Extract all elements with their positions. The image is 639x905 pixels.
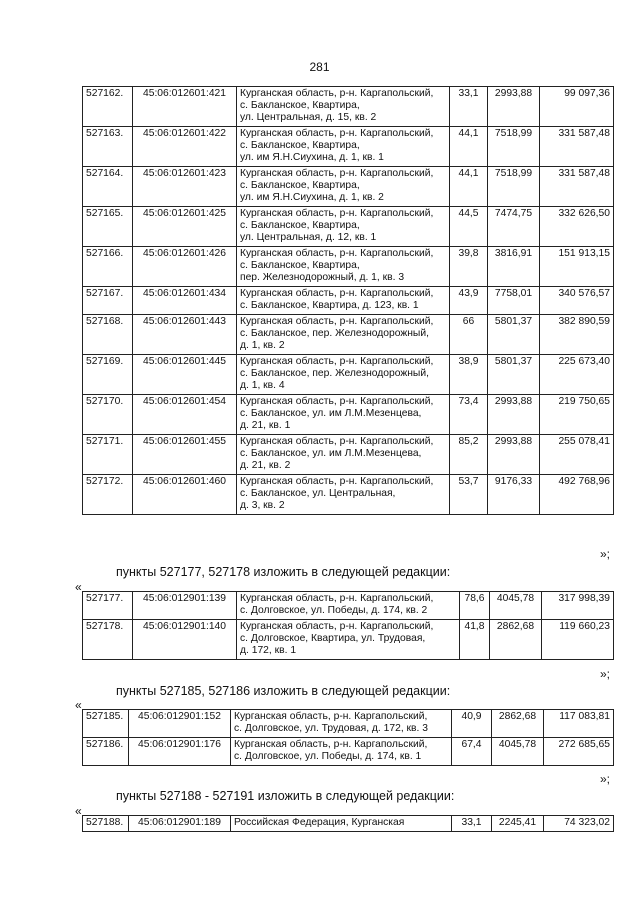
row-number: 527178. [83,620,133,660]
address-line: с. Долговское, Квартира, ул. Трудовая, [240,633,426,644]
cadastral-number: 45:06:012601:460 [133,475,237,515]
address-cell [237,592,460,620]
cadastral-number: 45:06:012901:189 [129,816,231,832]
address-line: Курганская область, р-н. Каргапольский, [240,621,434,632]
closing-quote-mark: »; [599,547,610,561]
address-line: Курганская область, р-н. Каргапольский, [240,208,434,219]
address-line: Российская Федерация, Курганская [234,817,405,828]
table-row [83,620,614,660]
area-value: 66 [450,315,488,355]
address-line: Курганская область, р-н. Каргапольский, [240,356,434,367]
row-number: 527166. [83,247,133,287]
address-line: Курганская область, р-н. Каргапольский, [240,248,434,259]
area-value: 73,4 [450,395,488,435]
row-number: 527171. [83,435,133,475]
cadastral-number: 45:06:012901:152 [129,710,231,738]
address-line: Курганская область, р-н. Каргапольский, [240,593,434,604]
cadastral-cost: 99 097,36 [540,87,614,127]
cadastral-number: 45:06:012601:434 [133,287,237,315]
address-line: с. Бакланское, ул. Центральная, [240,488,396,499]
amendment-paragraph: пункты 527185, 527186 изложить в следующей редакции: [116,684,451,698]
table-row [83,315,614,355]
address-line: Курганская область, р-н. Каргапольский, [234,739,428,750]
address-line: с. Бакланское, Квартира, [240,140,360,151]
address-line: с. Бакланское, Квартира, [240,220,360,231]
table-row [83,247,614,287]
cadastral-number: 45:06:012601:423 [133,167,237,207]
unit-price: 9176,33 [488,475,540,515]
unit-price: 2245,41 [492,816,544,832]
cadastral-cost: 151 913,15 [540,247,614,287]
cadastral-number: 45:06:012601:426 [133,247,237,287]
cadastral-number: 45:06:012601:422 [133,127,237,167]
cadastral-number: 45:06:012901:139 [133,592,237,620]
registry-table-4 [82,815,614,832]
cadastral-number: 45:06:012601:443 [133,315,237,355]
row-number: 527163. [83,127,133,167]
address-line: с. Бакланское, ул. им Л.М.Мезенцева, [240,408,422,419]
address-line: пер. Железнодорожный, д. 1, кв. 3 [240,272,405,283]
table-row [83,592,614,620]
registry-table-2 [82,591,614,660]
table-row [83,738,614,766]
unit-price: 2993,88 [488,435,540,475]
address-cell [237,395,450,435]
table-row [83,475,614,515]
area-value: 44,5 [450,207,488,247]
row-number: 527177. [83,592,133,620]
address-line: с. Бакланское, Квартира, д. 123, кв. 1 [240,300,419,311]
unit-price: 7518,99 [488,127,540,167]
unit-price: 3816,91 [488,247,540,287]
row-number: 527165. [83,207,133,247]
opening-quote-mark: « [75,804,82,818]
address-line: Курганская область, р-н. Каргапольский, [240,436,434,447]
table-row [83,710,614,738]
cadastral-cost: 331 587,48 [540,127,614,167]
address-line: ул. Центральная, д. 12, кв. 1 [240,232,377,243]
area-value: 33,1 [450,87,488,127]
area-value: 44,1 [450,167,488,207]
address-line: с. Бакланское, ул. им Л.М.Мезенцева, [240,448,422,459]
row-number: 527170. [83,395,133,435]
unit-price: 2862,68 [490,620,542,660]
address-cell [237,435,450,475]
table-row [83,207,614,247]
address-line: Курганская область, р-н. Каргапольский, [234,711,428,722]
area-value: 85,2 [450,435,488,475]
address-line: ул. Центральная, д. 15, кв. 2 [240,112,377,123]
closing-quote-mark: »; [599,667,610,681]
area-value: 38,9 [450,355,488,395]
address-line: д. 21, кв. 2 [240,460,291,471]
address-cell [237,475,450,515]
row-number: 527172. [83,475,133,515]
address-line: Курганская область, р-н. Каргапольский, [240,288,434,299]
unit-price: 7518,99 [488,167,540,207]
address-line: Курганская область, р-н. Каргапольский, [240,476,434,487]
area-value: 40,9 [452,710,492,738]
area-value: 53,7 [450,475,488,515]
address-cell [231,710,452,738]
address-cell [237,620,460,660]
address-cell [237,247,450,287]
opening-quote-mark: « [75,698,82,712]
address-cell [237,207,450,247]
unit-price: 4045,78 [492,738,544,766]
address-line: Курганская область, р-н. Каргапольский, [240,88,434,99]
cadastral-cost: 117 083,81 [544,710,614,738]
cadastral-number: 45:06:012601:454 [133,395,237,435]
amendment-paragraph: пункты 527177, 527178 изложить в следующей редакции: [116,565,451,579]
cadastral-number: 45:06:012601:425 [133,207,237,247]
unit-price: 5801,37 [488,355,540,395]
cadastral-cost: 331 587,48 [540,167,614,207]
cadastral-number: 45:06:012901:140 [133,620,237,660]
amendment-paragraph: пункты 527188 - 527191 изложить в следующей редакции: [116,789,455,803]
area-value: 43,9 [450,287,488,315]
unit-price: 4045,78 [490,592,542,620]
address-cell [237,167,450,207]
closing-quote-mark: »; [599,772,610,786]
cadastral-cost: 317 998,39 [542,592,614,620]
table-row [83,287,614,315]
row-number: 527186. [83,738,129,766]
address-cell [237,355,450,395]
cadastral-number: 45:06:012601:455 [133,435,237,475]
row-number: 527185. [83,710,129,738]
opening-quote-mark: « [75,580,82,594]
area-value: 67,4 [452,738,492,766]
table-row [83,87,614,127]
address-line: с. Долговское, ул. Победы, д. 174, кв. 2 [240,605,428,616]
address-line: д. 1, кв. 4 [240,380,285,391]
area-value: 33,1 [452,816,492,832]
cadastral-cost: 272 685,65 [544,738,614,766]
cadastral-cost: 340 576,57 [540,287,614,315]
row-number: 527168. [83,315,133,355]
address-line: д. 3, кв. 2 [240,500,285,511]
cadastral-cost: 255 078,41 [540,435,614,475]
unit-price: 2862,68 [492,710,544,738]
cadastral-cost: 74 323,02 [544,816,614,832]
address-cell [237,287,450,315]
unit-price: 2993,88 [488,395,540,435]
registry-table-1 [82,86,614,515]
row-number: 527162. [83,87,133,127]
address-line: ул. им Я.Н.Сиухина, д. 1, кв. 1 [240,152,384,163]
address-line: с. Долговское, ул. Победы, д. 174, кв. 1 [234,751,422,762]
address-line: ул. им Я.Н.Сиухина, д. 1, кв. 2 [240,192,384,203]
table-row [83,816,614,832]
table-row [83,167,614,207]
table-row [83,395,614,435]
unit-price: 7758,01 [488,287,540,315]
address-cell [237,127,450,167]
address-cell [237,315,450,355]
address-line: с. Бакланское, Квартира, [240,260,360,271]
row-number: 527167. [83,287,133,315]
address-line: с. Бакланское, пер. Железнодорожный, [240,328,429,339]
address-line: д. 172, кв. 1 [240,645,297,656]
address-line: Курганская область, р-н. Каргапольский, [240,168,434,179]
cadastral-cost: 382 890,59 [540,315,614,355]
registry-table-3 [82,709,614,766]
cadastral-number: 45:06:012601:445 [133,355,237,395]
table-row [83,435,614,475]
cadastral-cost: 219 750,65 [540,395,614,435]
unit-price: 5801,37 [488,315,540,355]
row-number: 527164. [83,167,133,207]
address-line: с. Бакланское, Квартира, [240,100,360,111]
table-row [83,355,614,395]
cadastral-number: 45:06:012601:421 [133,87,237,127]
cadastral-cost: 332 626,50 [540,207,614,247]
cadastral-cost: 225 673,40 [540,355,614,395]
page-number: 281 [309,60,330,74]
cadastral-number: 45:06:012901:176 [129,738,231,766]
address-cell [231,816,452,832]
row-number: 527188. [83,816,129,832]
table-row [83,127,614,167]
unit-price: 7474,75 [488,207,540,247]
area-value: 41,8 [460,620,490,660]
cadastral-cost: 492 768,96 [540,475,614,515]
address-line: д. 1, кв. 2 [240,340,285,351]
row-number: 527169. [83,355,133,395]
address-line: с. Бакланское, Квартира, [240,180,360,191]
address-line: с. Бакланское, пер. Железнодорожный, [240,368,429,379]
address-line: с. Долговское, ул. Трудовая, д. 172, кв. 3 [234,723,428,734]
address-line: Курганская область, р-н. Каргапольский, [240,128,434,139]
address-line: Курганская область, р-н. Каргапольский, [240,316,434,327]
address-cell [231,738,452,766]
address-line: д. 21, кв. 1 [240,420,291,431]
unit-price: 2993,88 [488,87,540,127]
area-value: 39,8 [450,247,488,287]
cadastral-cost: 119 660,23 [542,620,614,660]
address-line: Курганская область, р-н. Каргапольский, [240,396,434,407]
area-value: 78,6 [460,592,490,620]
area-value: 44,1 [450,127,488,167]
address-cell [237,87,450,127]
